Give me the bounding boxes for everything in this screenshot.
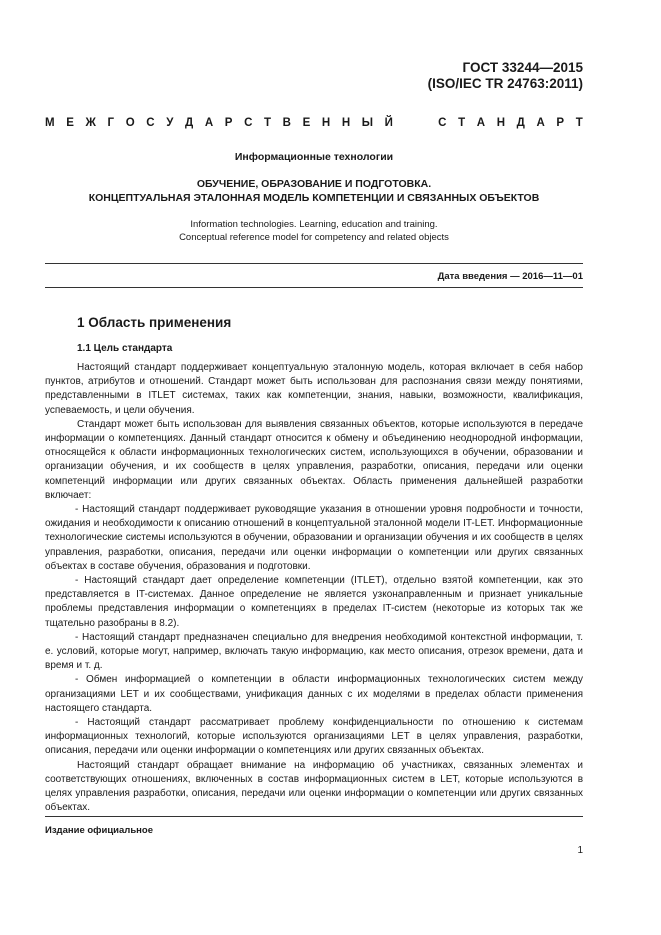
english-title-line: Conceptual reference model for competency and related objects xyxy=(179,232,449,243)
header-letter: А xyxy=(476,117,486,129)
header-letter: Р xyxy=(556,117,565,129)
subject-heading: Информационные технологии xyxy=(234,151,394,163)
header-letter: А xyxy=(204,117,214,129)
header-letter: Е xyxy=(302,117,311,129)
page-number: 1 xyxy=(577,845,583,856)
divider xyxy=(45,816,583,817)
header-letter: Т xyxy=(458,117,466,129)
body-text xyxy=(45,361,583,816)
standard-type-header xyxy=(45,117,583,129)
header-letter: Н xyxy=(341,117,351,129)
header-letter: Д xyxy=(185,117,194,129)
list-item: - Обмен информацией о компетенции в области информационных технологических систем между организациями LET и их сообществами, унификация данных с их моделями в пределах области применения настоящего стандарта. xyxy=(45,674,583,714)
divider xyxy=(45,287,583,288)
header-letter: С xyxy=(244,117,253,129)
header-letter: А xyxy=(536,117,545,129)
header-letter: М xyxy=(45,117,55,129)
title-line: ОБУЧЕНИЕ, ОБРАЗОВАНИЕ И ПОДГОТОВКА. xyxy=(196,178,432,190)
header-letter: С xyxy=(146,117,155,129)
subsection-title: 1.1 Цель стандарта xyxy=(77,343,173,354)
iso-number: (ISO/IEC TR 24763:2011) xyxy=(427,76,583,91)
paragraph: Стандарт может быть использован для выявления связанных объектов, которые используются в передаче информации о компетенциях. Данный стандарт относится к обмену и объединению неоднородной информации, относящейся к области информационных технологических систем, использующихся в обучении, образовании и организации обучения, и их сообществ в целях управления, разработки, описания, передачи или оценки компетенций информации или других связанных объектах. Область применения дальнейшей разработки включает: xyxy=(45,418,583,501)
document-title xyxy=(45,178,583,205)
edition-note: Издание официальное xyxy=(45,825,153,836)
document-code xyxy=(428,60,583,92)
header-letter: С xyxy=(438,117,447,129)
header-letter: О xyxy=(125,117,135,129)
gost-number: ГОСТ 33244—2015 xyxy=(462,60,583,75)
header-letter: Ж xyxy=(85,117,96,129)
divider xyxy=(45,263,583,264)
paragraph: Настоящий стандарт обращает внимание на информацию об участниках, связанных элементах и соответствующих отношениях, включенных в состав информационных систем в LET, которые используются в целях управления разработки, описания, передачи или оценки информации о компетенции или других связанных объектах. xyxy=(45,759,583,814)
list-item: - Настоящий стандарт поддерживает руководящие указания в отношении уровня подробности и точности, ожидания и необходимости к описанию отношений в концептуальной эталонной модели IT-LET. Информационные технологические системы используются в обучении, образовании и организации обучения и их сообществ в целях управления, разработки, описания, передачи или оценки информации о компетенции или других связанных объектах в составе обучения, образования и подготовки. xyxy=(45,504,583,572)
header-letter: У xyxy=(166,117,174,129)
header-letter: Й xyxy=(384,117,393,129)
header-letter: Г xyxy=(107,117,115,129)
english-title-line: Information technologies. Learning, education and training. xyxy=(190,219,438,230)
title-line: КОНЦЕПТУАЛЬНАЯ ЭТАЛОННАЯ МОДЕЛЬ КОМПЕТЕНЦИИ И СВЯЗАННЫХ ОБЪЕКТОВ xyxy=(88,191,540,204)
header-letter: Н xyxy=(321,117,331,129)
header-letter: Д xyxy=(516,117,525,129)
section-title: 1 Область применения xyxy=(77,315,232,330)
header-letter: Р xyxy=(224,117,233,129)
header-letter: В xyxy=(282,117,291,129)
header-letter: Н xyxy=(496,117,506,129)
paragraph: Настоящий стандарт поддерживает концептуальную эталонную модель, которая включает в себя набор пунктов, атрибутов и отношений. Стандарт может быть использован для распознания связи между понятиями, представленными в ITLET системах, таких как компетенции, знания, навыки, возможности, квалификация, успеваемость, и цели обучения. xyxy=(45,362,583,416)
list-item: - Настоящий стандарт рассматривает проблему конфиденциальности по отношению к системам информационных технологий, которые используются организациями LET в целях управления, разработки, описания, передачи или оценки информации о компетенциях или других связанных объектах. xyxy=(45,717,583,757)
header-letter: Т xyxy=(264,117,272,129)
list-item: - Настоящий стандарт предназначен специально для внедрения необходимой контекстной информации, т. е. условий, которые могут, например, включать такую информацию, как место описания, отрезок времени, дата и время и т. д. xyxy=(45,631,583,672)
header-letter: Е xyxy=(66,117,74,129)
introduction-date: Дата введения — 2016—11—01 xyxy=(437,271,583,282)
header-spacer xyxy=(405,117,427,129)
header-letter: Т xyxy=(575,117,583,129)
english-title xyxy=(45,218,583,244)
header-letter: Ы xyxy=(361,117,374,129)
list-item: - Настоящий стандарт дает определение компетенции (ITLET), отдельно взятой компетенции, как это представляется в IT-системах. Данное определение не является узконаправленным и признает уникальные проблемы представления информации о компетенциях в пределах IT-систем (некоторые из которых так же тщательно разобраны в 8.2). xyxy=(45,575,583,629)
